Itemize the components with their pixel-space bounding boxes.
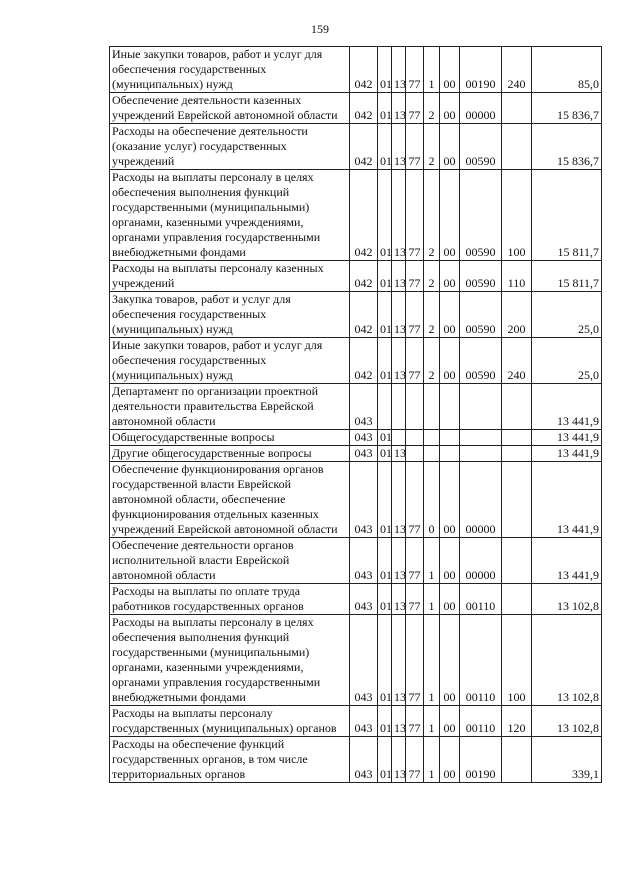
amount: 339,1	[532, 737, 602, 783]
expense-item-name: Расходы на выплаты персоналу казенных учреждений	[110, 261, 350, 292]
target-article-code-3: 00	[440, 338, 460, 384]
ministry-code: 043	[350, 430, 378, 446]
amount: 15 836,7	[532, 124, 602, 170]
table-row	[110, 384, 602, 430]
target-article-code-2	[424, 384, 440, 430]
amount: 13 102,8	[532, 584, 602, 615]
ministry-code: 043	[350, 706, 378, 737]
target-article-code-2	[424, 446, 440, 462]
amount: 15 811,7	[532, 261, 602, 292]
target-article-code-2	[424, 430, 440, 446]
target-article-code-4: 00000	[460, 462, 502, 538]
expense-type-code	[502, 584, 532, 615]
expense-type-code	[502, 446, 532, 462]
subsection-code: 13	[392, 47, 406, 93]
target-article-code-1	[406, 446, 424, 462]
expense-type-code: 120	[502, 706, 532, 737]
target-article-code-3: 00	[440, 292, 460, 338]
target-article-code-4: 00000	[460, 538, 502, 584]
expense-type-code: 100	[502, 615, 532, 706]
table-row	[110, 170, 602, 261]
amount: 85,0	[532, 47, 602, 93]
expense-item-name: Иные закупки товаров, работ и услуг для обеспечения государственных (муниципальных) нужд	[110, 47, 350, 93]
target-article-code-2: 2	[424, 93, 440, 124]
amount: 13 441,9	[532, 538, 602, 584]
ministry-code: 043	[350, 538, 378, 584]
ministry-code: 042	[350, 338, 378, 384]
target-article-code-3: 00	[440, 737, 460, 783]
target-article-code-3: 00	[440, 261, 460, 292]
section-code: 01	[378, 47, 392, 93]
section-code: 01	[378, 338, 392, 384]
target-article-code-4: 00590	[460, 261, 502, 292]
expense-type-code	[502, 124, 532, 170]
amount: 25,0	[532, 292, 602, 338]
table-row	[110, 615, 602, 706]
target-article-code-1: 77	[406, 462, 424, 538]
ministry-code: 042	[350, 47, 378, 93]
subsection-code: 13	[392, 584, 406, 615]
expense-item-name: Расходы на выплаты персоналу в целях обеспечения выполнения функций государственными (муниципальными) органами, казенными учреждениями, органами управления государственными внебюджетными фондами	[110, 615, 350, 706]
amount: 13 441,9	[532, 430, 602, 446]
budget-table	[109, 46, 602, 783]
target-article-code-1: 77	[406, 737, 424, 783]
target-article-code-2: 1	[424, 737, 440, 783]
target-article-code-4: 00110	[460, 615, 502, 706]
table-row	[110, 706, 602, 737]
ministry-code: 043	[350, 737, 378, 783]
target-article-code-3: 00	[440, 47, 460, 93]
expense-item-name: Общегосударственные вопросы	[110, 430, 350, 446]
expense-item-name: Расходы на обеспечение функций государственных органов, в том числе территориальных органов	[110, 737, 350, 783]
table-row	[110, 737, 602, 783]
subsection-code: 13	[392, 93, 406, 124]
expense-item-name: Обеспечение деятельности органов исполнительной власти Еврейской автономной области	[110, 538, 350, 584]
target-article-code-4: 00190	[460, 737, 502, 783]
ministry-code: 042	[350, 261, 378, 292]
table-row	[110, 93, 602, 124]
target-article-code-1: 77	[406, 706, 424, 737]
target-article-code-2: 1	[424, 47, 440, 93]
target-article-code-2: 2	[424, 170, 440, 261]
table-row	[110, 584, 602, 615]
table-row	[110, 261, 602, 292]
target-article-code-3: 00	[440, 462, 460, 538]
subsection-code: 13	[392, 538, 406, 584]
expense-item-name: Иные закупки товаров, работ и услуг для обеспечения государственных (муниципальных) нужд	[110, 338, 350, 384]
table-row	[110, 462, 602, 538]
ministry-code: 042	[350, 93, 378, 124]
subsection-code: 13	[392, 706, 406, 737]
subsection-code: 13	[392, 446, 406, 462]
amount: 13 441,9	[532, 462, 602, 538]
section-code	[378, 384, 392, 430]
expense-type-code: 200	[502, 292, 532, 338]
section-code: 01	[378, 170, 392, 261]
expense-item-name: Другие общегосударственные вопросы	[110, 446, 350, 462]
target-article-code-3: 00	[440, 615, 460, 706]
target-article-code-4	[460, 430, 502, 446]
expense-type-code	[502, 93, 532, 124]
expense-type-code	[502, 462, 532, 538]
target-article-code-2: 2	[424, 124, 440, 170]
target-article-code-4: 00590	[460, 124, 502, 170]
table-row	[110, 47, 602, 93]
amount: 13 441,9	[532, 446, 602, 462]
target-article-code-3: 00	[440, 170, 460, 261]
target-article-code-1: 77	[406, 93, 424, 124]
target-article-code-4	[460, 446, 502, 462]
section-code: 01	[378, 615, 392, 706]
section-code: 01	[378, 261, 392, 292]
target-article-code-4: 00110	[460, 584, 502, 615]
amount: 15 811,7	[532, 170, 602, 261]
expense-type-code	[502, 538, 532, 584]
subsection-code: 13	[392, 292, 406, 338]
section-code: 01	[378, 446, 392, 462]
target-article-code-3: 00	[440, 124, 460, 170]
target-article-code-1: 77	[406, 538, 424, 584]
expense-item-name: Обеспечение функционирования органов государственной власти Еврейской автономной области, обеспечение функционирования отдельных казенных учреждений Еврейской автономной области	[110, 462, 350, 538]
section-code: 01	[378, 292, 392, 338]
section-code: 01	[378, 737, 392, 783]
table-row	[110, 446, 602, 462]
subsection-code: 13	[392, 338, 406, 384]
expense-type-code	[502, 430, 532, 446]
target-article-code-3	[440, 430, 460, 446]
subsection-code	[392, 384, 406, 430]
subsection-code: 13	[392, 615, 406, 706]
ministry-code: 043	[350, 462, 378, 538]
expense-type-code: 240	[502, 47, 532, 93]
target-article-code-1: 77	[406, 584, 424, 615]
target-article-code-1: 77	[406, 170, 424, 261]
section-code: 01	[378, 538, 392, 584]
table-row	[110, 292, 602, 338]
expense-item-name: Закупка товаров, работ и услуг для обеспечения государственных (муниципальных) нужд	[110, 292, 350, 338]
target-article-code-4: 00190	[460, 47, 502, 93]
target-article-code-1: 77	[406, 124, 424, 170]
amount: 13 102,8	[532, 615, 602, 706]
ministry-code: 043	[350, 584, 378, 615]
ministry-code: 042	[350, 170, 378, 261]
target-article-code-3	[440, 384, 460, 430]
amount: 13 441,9	[532, 384, 602, 430]
expense-type-code: 100	[502, 170, 532, 261]
target-article-code-4: 00110	[460, 706, 502, 737]
expense-type-code	[502, 384, 532, 430]
ministry-code: 043	[350, 615, 378, 706]
expense-item-name: Расходы на выплаты персоналу в целях обеспечения выполнения функций государственными (муниципальными) органами, казенными учреждениями, органами управления государственными внебюджетными фондами	[110, 170, 350, 261]
target-article-code-3: 00	[440, 538, 460, 584]
target-article-code-1: 77	[406, 292, 424, 338]
section-code: 01	[378, 93, 392, 124]
target-article-code-4	[460, 384, 502, 430]
expense-item-name: Расходы на обеспечение деятельности (оказание услуг) государственных учреждений	[110, 124, 350, 170]
ministry-code: 043	[350, 384, 378, 430]
expense-item-name: Департамент по организации проектной деятельности правительства Еврейской автономной области	[110, 384, 350, 430]
target-article-code-2: 1	[424, 615, 440, 706]
target-article-code-3: 00	[440, 93, 460, 124]
table-row	[110, 124, 602, 170]
ministry-code: 043	[350, 446, 378, 462]
target-article-code-2: 1	[424, 584, 440, 615]
amount: 15 836,7	[532, 93, 602, 124]
section-code: 01	[378, 462, 392, 538]
expense-item-name: Расходы на выплаты по оплате труда работников государственных органов	[110, 584, 350, 615]
subsection-code: 13	[392, 124, 406, 170]
expense-item-name: Расходы на выплаты персоналу государственных (муниципальных) органов	[110, 706, 350, 737]
table-row	[110, 538, 602, 584]
target-article-code-1: 77	[406, 338, 424, 384]
target-article-code-3	[440, 446, 460, 462]
target-article-code-2: 1	[424, 706, 440, 737]
target-article-code-2: 2	[424, 338, 440, 384]
section-code: 01	[378, 584, 392, 615]
amount: 25,0	[532, 338, 602, 384]
target-article-code-1	[406, 430, 424, 446]
expense-item-name: Обеспечение деятельности казенных учреждений Еврейской автономной области	[110, 93, 350, 124]
ministry-code: 042	[350, 124, 378, 170]
target-article-code-3: 00	[440, 584, 460, 615]
target-article-code-3: 00	[440, 706, 460, 737]
target-article-code-1	[406, 384, 424, 430]
target-article-code-4: 00590	[460, 170, 502, 261]
subsection-code: 13	[392, 462, 406, 538]
subsection-code: 13	[392, 737, 406, 783]
target-article-code-1: 77	[406, 615, 424, 706]
amount: 13 102,8	[532, 706, 602, 737]
target-article-code-4: 00590	[460, 292, 502, 338]
target-article-code-4: 00000	[460, 93, 502, 124]
subsection-code	[392, 430, 406, 446]
section-code: 01	[378, 706, 392, 737]
subsection-code: 13	[392, 170, 406, 261]
table-row	[110, 338, 602, 384]
target-article-code-2: 2	[424, 292, 440, 338]
expense-type-code	[502, 737, 532, 783]
section-code: 01	[378, 430, 392, 446]
target-article-code-2: 2	[424, 261, 440, 292]
expense-type-code: 110	[502, 261, 532, 292]
table-row	[110, 430, 602, 446]
target-article-code-4: 00590	[460, 338, 502, 384]
section-code: 01	[378, 124, 392, 170]
page-number: 159	[311, 22, 329, 36]
expense-type-code: 240	[502, 338, 532, 384]
target-article-code-1: 77	[406, 47, 424, 93]
subsection-code: 13	[392, 261, 406, 292]
target-article-code-1: 77	[406, 261, 424, 292]
ministry-code: 042	[350, 292, 378, 338]
target-article-code-2: 0	[424, 462, 440, 538]
target-article-code-2: 1	[424, 538, 440, 584]
